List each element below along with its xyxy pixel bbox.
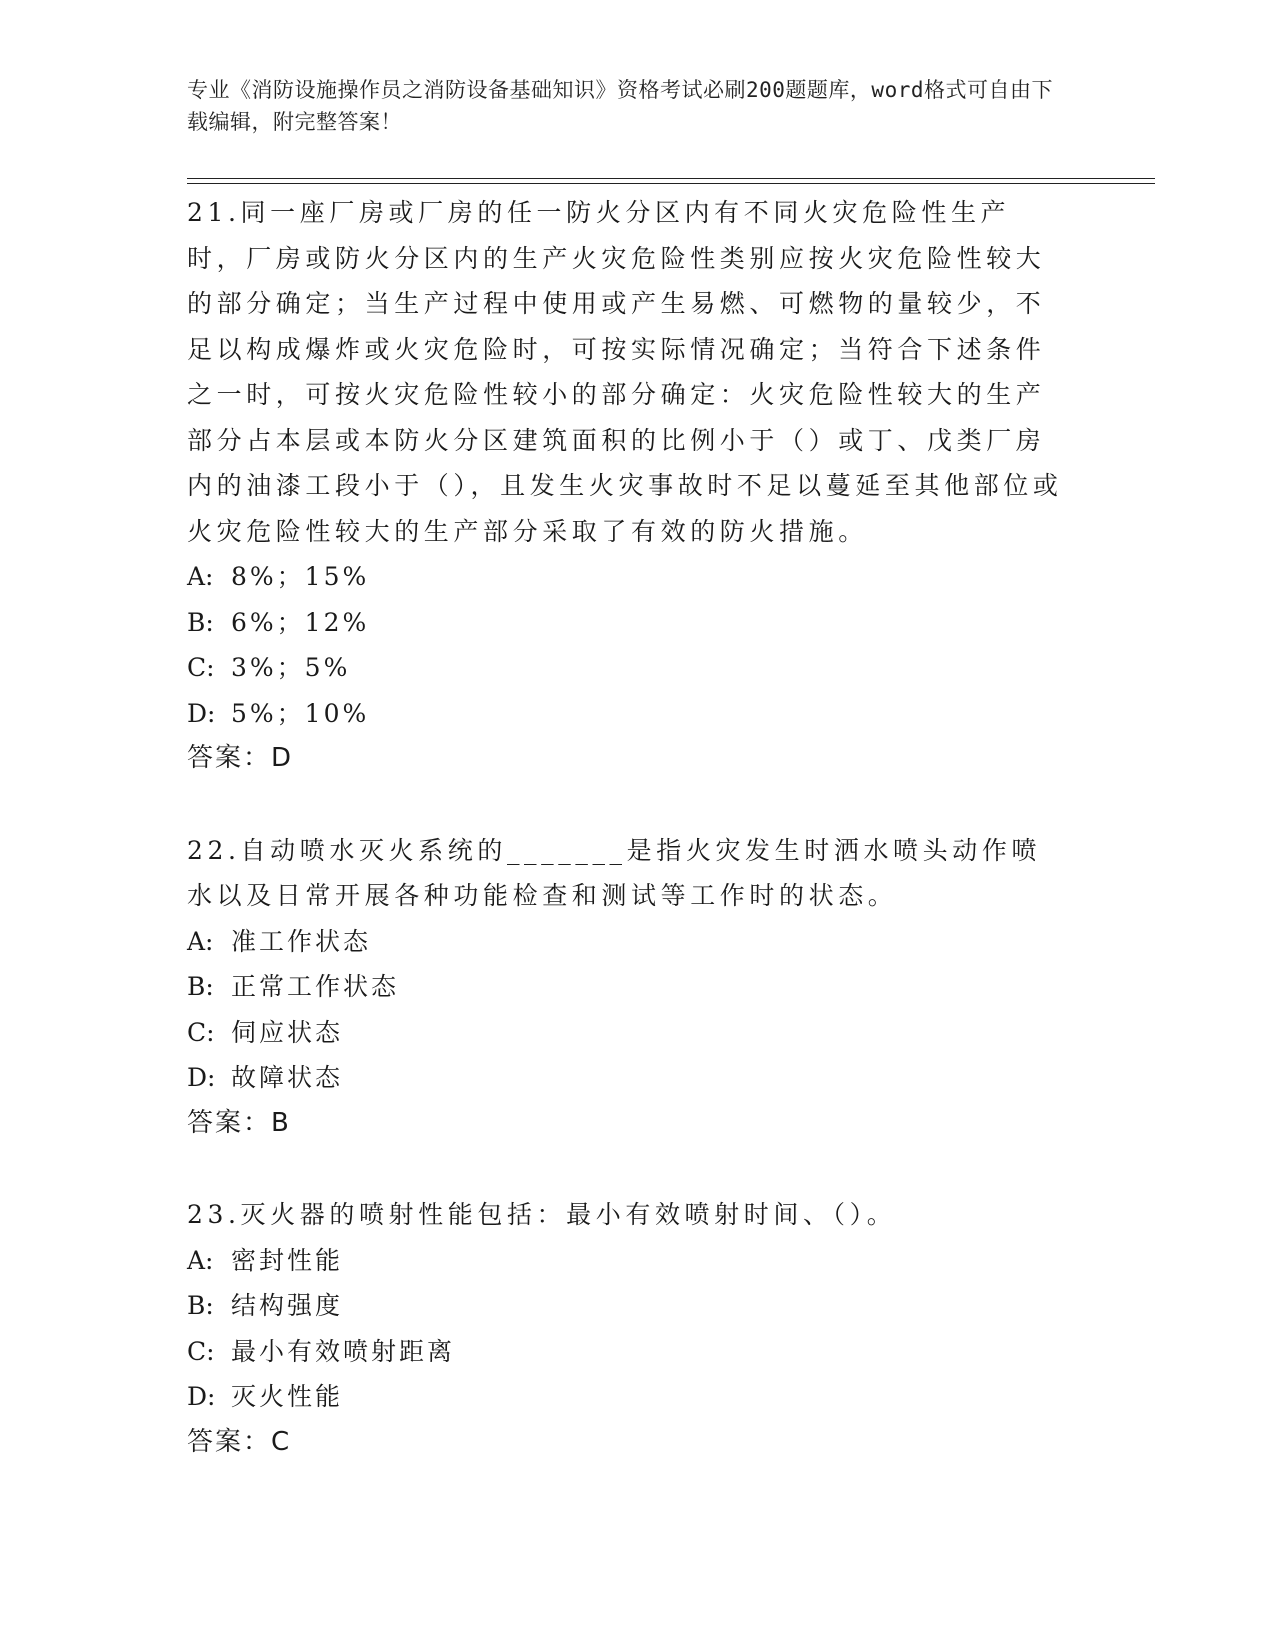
option-text: 最小有效喷射距离 <box>231 1336 456 1366</box>
option-letter: B: <box>187 972 214 1001</box>
option-letter: B: <box>187 607 214 637</box>
option-text: 6%；12% <box>231 607 370 637</box>
option-c <box>187 645 1067 691</box>
option-d <box>187 1374 1067 1420</box>
question-text: 23.灭火器的喷射性能包括：最小有效喷射时间、（）。 <box>187 1200 897 1229</box>
option-letter: A: <box>187 926 214 956</box>
option-d <box>187 691 1067 737</box>
header-title: 专业《消防设施操作员之消防设备基础知识》资格考试必刷200题题库，word格式可自由下载编辑，附完整答案！ <box>187 78 1053 134</box>
answer-text: 答案：D <box>187 743 294 773</box>
option-b <box>187 1283 1067 1329</box>
question-text: 21.同一座厂房或厂房的任一防火分区内有不同火灾危险性生产时，厂房或防火分区内的生产火灾危险性类别应按火灾危险性较大的部分确定；当生产过程中使用或产生易燃、可燃物的量较少，不足以构成爆炸或火灾危险时，可按实际情况确定；当符合下述条件之一时，可按火灾危险性较小的部分确定：火灾危险性较大的生产部分占本层或本防火分区建筑面积的比例小于（）或丁、戊类厂房内的油漆工段小于（），且发生火灾事故时不足以蔓延至其他部位或火灾危险性较大的生产部分采取了有效的防火措施。 <box>187 198 1063 546</box>
option-a <box>187 554 1067 600</box>
option-text: 故障状态 <box>231 1063 344 1092</box>
header-divider-top <box>187 178 1155 179</box>
question-22 <box>187 828 1067 1147</box>
option-b <box>187 600 1067 646</box>
option-a <box>187 919 1067 965</box>
question-list <box>187 190 1067 1465</box>
option-text: 准工作状态 <box>231 926 372 956</box>
option-letter: C: <box>187 1017 215 1047</box>
option-letter: A: <box>187 562 214 591</box>
option-text: 伺应状态 <box>231 1017 344 1047</box>
option-text: 3%；5% <box>231 653 351 682</box>
question-spacer <box>187 1146 1067 1192</box>
answer-text: 答案：B <box>187 1107 291 1138</box>
question-23 <box>187 1192 1067 1465</box>
option-text: 密封性能 <box>231 1245 344 1275</box>
option-text: 结构强度 <box>231 1291 344 1320</box>
option-c <box>187 1329 1067 1375</box>
document-header <box>187 74 1067 138</box>
option-text: 8%；15% <box>231 562 370 591</box>
option-letter: D: <box>187 1382 216 1411</box>
option-text: 正常工作状态 <box>231 972 400 1001</box>
option-letter: C: <box>187 653 215 682</box>
question-21 <box>187 190 1067 782</box>
answer-text: 答案：C <box>187 1426 292 1457</box>
option-b <box>187 964 1067 1010</box>
option-letter: A: <box>187 1245 214 1275</box>
option-text: 灭火性能 <box>231 1382 344 1411</box>
question-spacer <box>187 782 1067 828</box>
header-divider-bottom <box>187 183 1155 184</box>
option-text: 5%；10% <box>231 698 370 728</box>
option-c <box>187 1010 1067 1056</box>
option-d <box>187 1055 1067 1101</box>
option-letter: D: <box>187 698 216 728</box>
option-letter: B: <box>187 1291 214 1320</box>
option-letter: C: <box>187 1336 215 1366</box>
option-letter: D: <box>187 1063 216 1092</box>
question-text: 22.自动喷水灭火系统的_______是指火灾发生时洒水喷头动作喷水以及日常开展各种功能检查和测试等工作时的状态。 <box>187 835 1042 910</box>
option-a <box>187 1238 1067 1284</box>
